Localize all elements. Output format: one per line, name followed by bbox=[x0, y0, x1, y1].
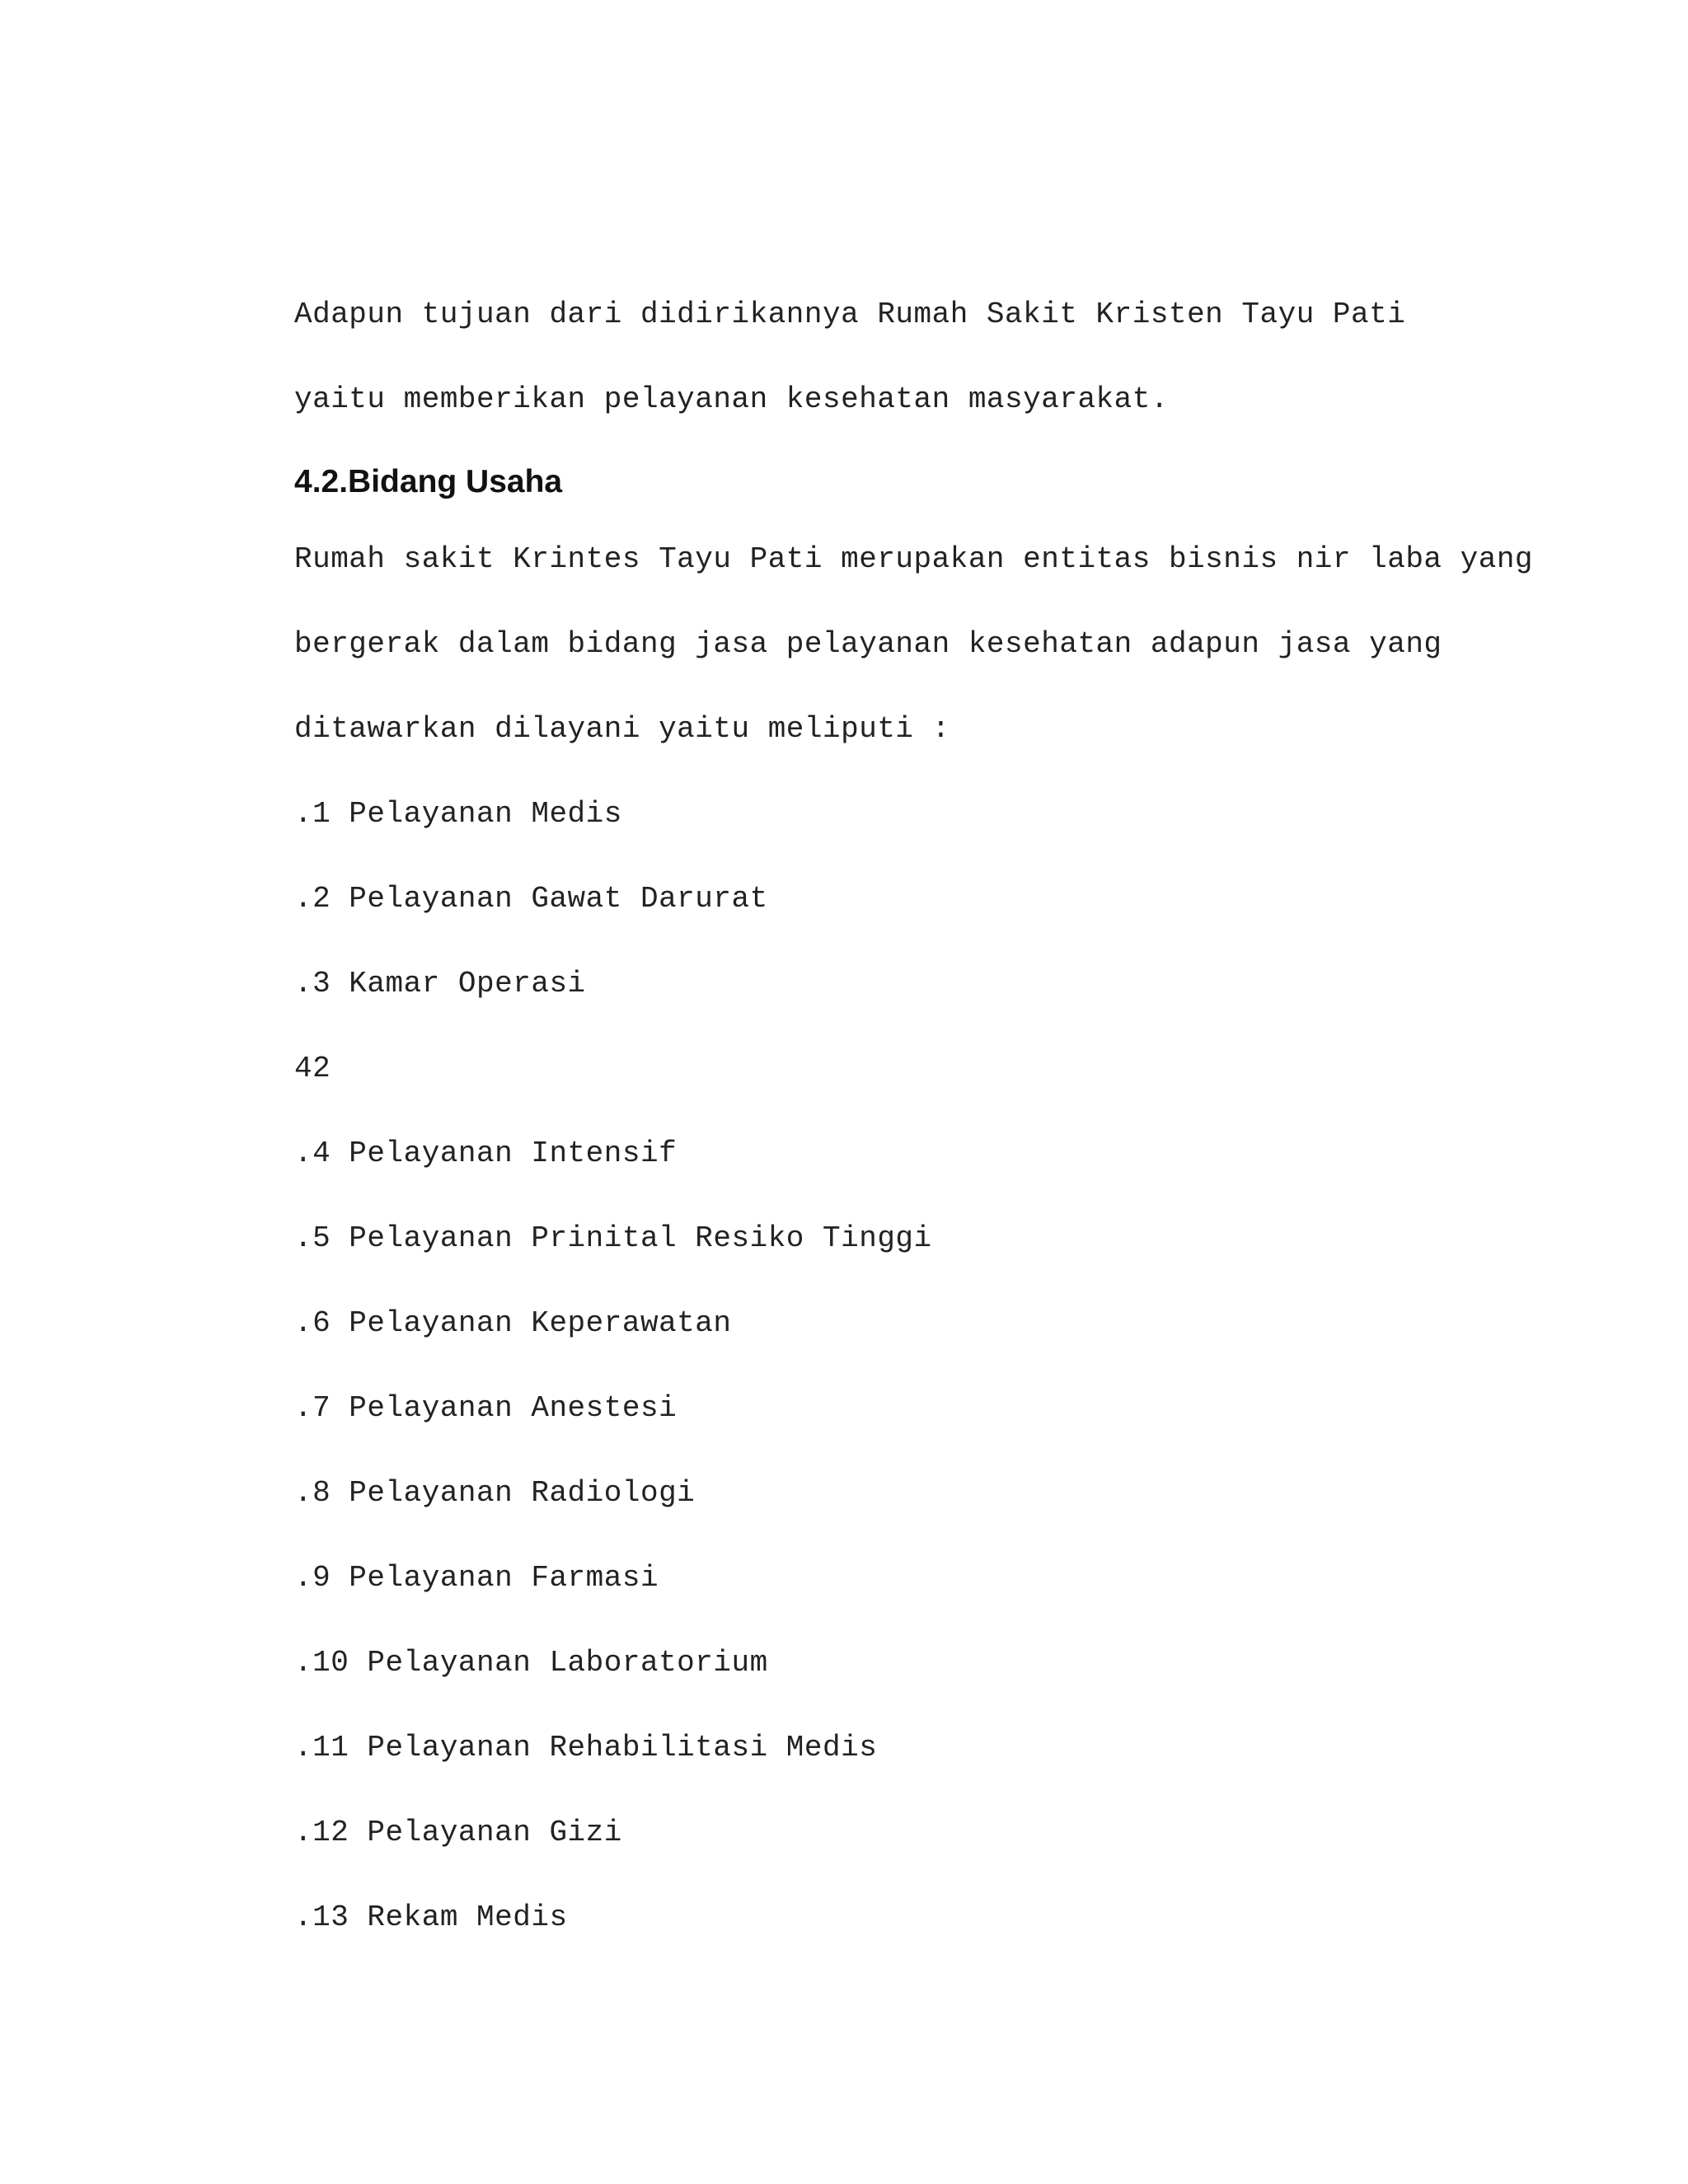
service-item-12: .12 Pelayanan Gizi bbox=[294, 1816, 622, 1849]
service-item-1: .1 Pelayanan Medis bbox=[294, 797, 622, 831]
paragraph-line-2: bergerak dalam bidang jasa pelayanan kesehatan adapun jasa yang bbox=[294, 627, 1442, 661]
service-item-3: .3 Kamar Operasi bbox=[294, 967, 586, 1001]
intro-line-2: yaitu memberikan pelayanan kesehatan masyarakat. bbox=[294, 382, 1169, 416]
service-item-9: .9 Pelayanan Farmasi bbox=[294, 1561, 659, 1595]
page-number: 42 bbox=[294, 1052, 331, 1085]
section-heading: 4.2.Bidang Usaha bbox=[294, 464, 563, 499]
service-item-4: .4 Pelayanan Intensif bbox=[294, 1137, 678, 1170]
service-item-7: .7 Pelayanan Anestesi bbox=[294, 1391, 678, 1425]
service-item-5: .5 Pelayanan Prinital Resiko Tinggi bbox=[294, 1221, 932, 1255]
service-item-13: .13 Rekam Medis bbox=[294, 1900, 568, 1934]
service-item-6: .6 Pelayanan Keperawatan bbox=[294, 1306, 732, 1340]
service-item-8: .8 Pelayanan Radiologi bbox=[294, 1476, 696, 1510]
service-item-10: .10 Pelayanan Laboratorium bbox=[294, 1646, 768, 1680]
intro-line-1: Adapun tujuan dari didirikannya Rumah Sakit Kristen Tayu Pati bbox=[294, 298, 1406, 331]
paragraph-line-1: Rumah sakit Krintes Tayu Pati merupakan entitas bisnis nir laba yang bbox=[294, 542, 1534, 576]
paragraph-line-3: ditawarkan dilayani yaitu meliputi : bbox=[294, 712, 950, 746]
service-item-2: .2 Pelayanan Gawat Darurat bbox=[294, 882, 768, 916]
service-item-11: .11 Pelayanan Rehabilitasi Medis bbox=[294, 1731, 878, 1765]
